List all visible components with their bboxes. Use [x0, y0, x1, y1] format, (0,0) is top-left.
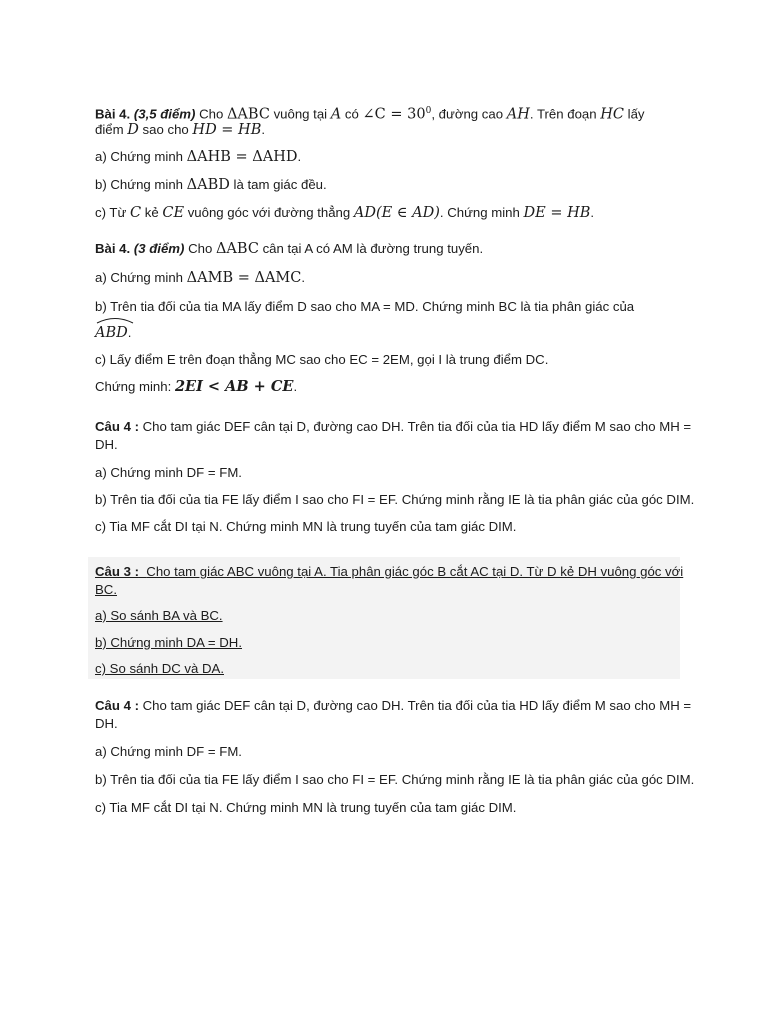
text: c) Tia MF cắt DI tại N. Chứng minh MN là trung tuyến của tam giác DIM. [95, 800, 517, 815]
text: c) Tia MF cắt DI tại N. Chứng minh MN là trung tuyến của tam giác DIM. [95, 519, 517, 534]
text: . Chứng minh [439, 205, 524, 220]
bai4-first-points: (3,5 điểm) [133, 106, 196, 122]
cau4-first-part-c [95, 518, 516, 536]
text: lấy [624, 106, 645, 122]
cau4-first-line2 [95, 436, 118, 454]
text: . [127, 325, 132, 340]
text: là tam giác đều. [229, 177, 327, 192]
text: Cho [195, 106, 227, 122]
math: A [330, 106, 342, 123]
text: Cho tam giác ABC vuông tại A. Tia phân giác góc B cắt AC tại D. Từ D kẻ DH vuông góc với [146, 564, 684, 579]
math: ΔABD [186, 177, 230, 193]
text: . [293, 379, 298, 394]
math: HD = HB [192, 122, 262, 138]
cau4-second-part-b [95, 771, 694, 789]
text: có [341, 106, 363, 122]
math: DE = HB [523, 205, 591, 221]
bai4-first-part-a [95, 148, 301, 166]
text: sao cho [138, 122, 193, 137]
math: ∠C = 30 [362, 106, 426, 123]
cau3-part-b [95, 634, 242, 652]
math: ΔAHB = ΔAHD [186, 149, 298, 165]
text: . [590, 205, 595, 220]
cau4-second-line2 [95, 715, 118, 733]
math: 2EI < AB + CE [174, 378, 294, 395]
bai4-first-heading: Bài 4. [95, 106, 131, 122]
text: DH. [95, 437, 118, 452]
text: DH. [95, 716, 118, 731]
text: a) So sánh BA và BC. [95, 608, 223, 623]
text: b) Chứng minh [95, 177, 187, 192]
text: b) Chứng minh DA = DH. [95, 635, 242, 650]
bai4-first-part-c [95, 204, 594, 222]
bai4-first-part-b [95, 176, 327, 194]
bai4-second-part-c [95, 351, 548, 369]
bai4-second-points: (3 điểm) [133, 241, 185, 256]
text: . [301, 270, 306, 285]
cau4-second-heading: Câu 4 : [95, 698, 139, 713]
cau4-second-line1 [95, 697, 691, 715]
text: Cho tam giác DEF cân tại D, đường cao DH. Trên tia đối của tia HD lấy điểm M sao cho MH = [138, 698, 692, 713]
math: ΔAMB = ΔAMC [186, 270, 302, 286]
cau4-second-part-a [95, 743, 242, 761]
text: c) So sánh DC và DA. [95, 661, 224, 676]
math: D [127, 122, 139, 138]
text: a) Chứng minh [95, 149, 187, 164]
text: vuông góc với đường thẳng [184, 205, 354, 220]
cau3-line1 [95, 563, 683, 581]
cau4-first-part-a [95, 464, 242, 482]
math: AD(E ∈ AD) [353, 205, 440, 221]
arc-icon [95, 316, 135, 324]
text: a) Chứng minh [95, 270, 187, 285]
cau4-second-part-c [95, 799, 516, 817]
cau4-first-part-b [95, 491, 694, 509]
math: AH [506, 106, 530, 123]
text: b) Trên tia đối của tia MA lấy điểm D sao cho MA = MD. Chứng minh BC là tia phân giác của [95, 299, 635, 314]
math: HC [600, 106, 624, 123]
text: Cho tam giác DEF cân tại D, đường cao DH. Trên tia đối của tia HD lấy điểm M sao cho MH = [138, 419, 692, 434]
text: . [297, 149, 302, 164]
text: điểm [95, 122, 128, 137]
text: vuông tại [269, 106, 331, 122]
bai4-first-line2 [95, 121, 265, 139]
cau4-first-heading: Câu 4 : [95, 419, 139, 434]
text: cân tại A có AM là đường trung tuyến. [258, 241, 484, 256]
math: C [129, 205, 142, 221]
bai4-second-part-a [95, 269, 305, 287]
text: b) Trên tia đối của tia FE lấy điểm I sao cho FI = EF. Chứng minh rằng IE là tia phân giác của góc DIM. [95, 492, 695, 507]
text: . Trên đoạn [529, 106, 601, 122]
cau3-heading: Câu 3 : [95, 564, 139, 579]
bai4-second-part-b2 [95, 318, 131, 342]
bai4-second-heading: Bài 4. [95, 241, 131, 256]
math-superscript: 0 [425, 106, 432, 116]
text: a) Chứng minh DF = FM. [95, 744, 242, 759]
text: BC. [95, 582, 117, 597]
text: c) Lấy điểm E trên đoạn thẳng MC sao cho EC = 2EM, gọi I là trung điểm DC. [95, 352, 549, 367]
math: ΔABC [215, 241, 259, 257]
math: CE [162, 205, 185, 221]
text: a) Chứng minh DF = FM. [95, 465, 242, 480]
text: b) Trên tia đối của tia FE lấy điểm I sao cho FI = EF. Chứng minh rằng IE là tia phân giác của góc DIM. [95, 772, 695, 787]
text: c) Từ [95, 205, 130, 220]
math: ABD [95, 325, 128, 341]
text: Cho [184, 241, 216, 256]
cau4-first-line1 [95, 418, 691, 436]
cau3-part-c [95, 660, 224, 678]
cau3-part-a [95, 607, 223, 625]
cau3-line2 [95, 581, 117, 599]
text: . [261, 122, 266, 137]
text: Chứng minh: [95, 379, 175, 394]
bai4-second-part-b1 [95, 298, 634, 316]
math: ΔABC [226, 106, 270, 123]
bai4-second-part-d [95, 378, 297, 396]
text: kẻ [141, 205, 163, 220]
text: , đường cao [431, 106, 507, 122]
bai4-second-line1 [95, 240, 483, 258]
angle-arc [95, 318, 128, 342]
